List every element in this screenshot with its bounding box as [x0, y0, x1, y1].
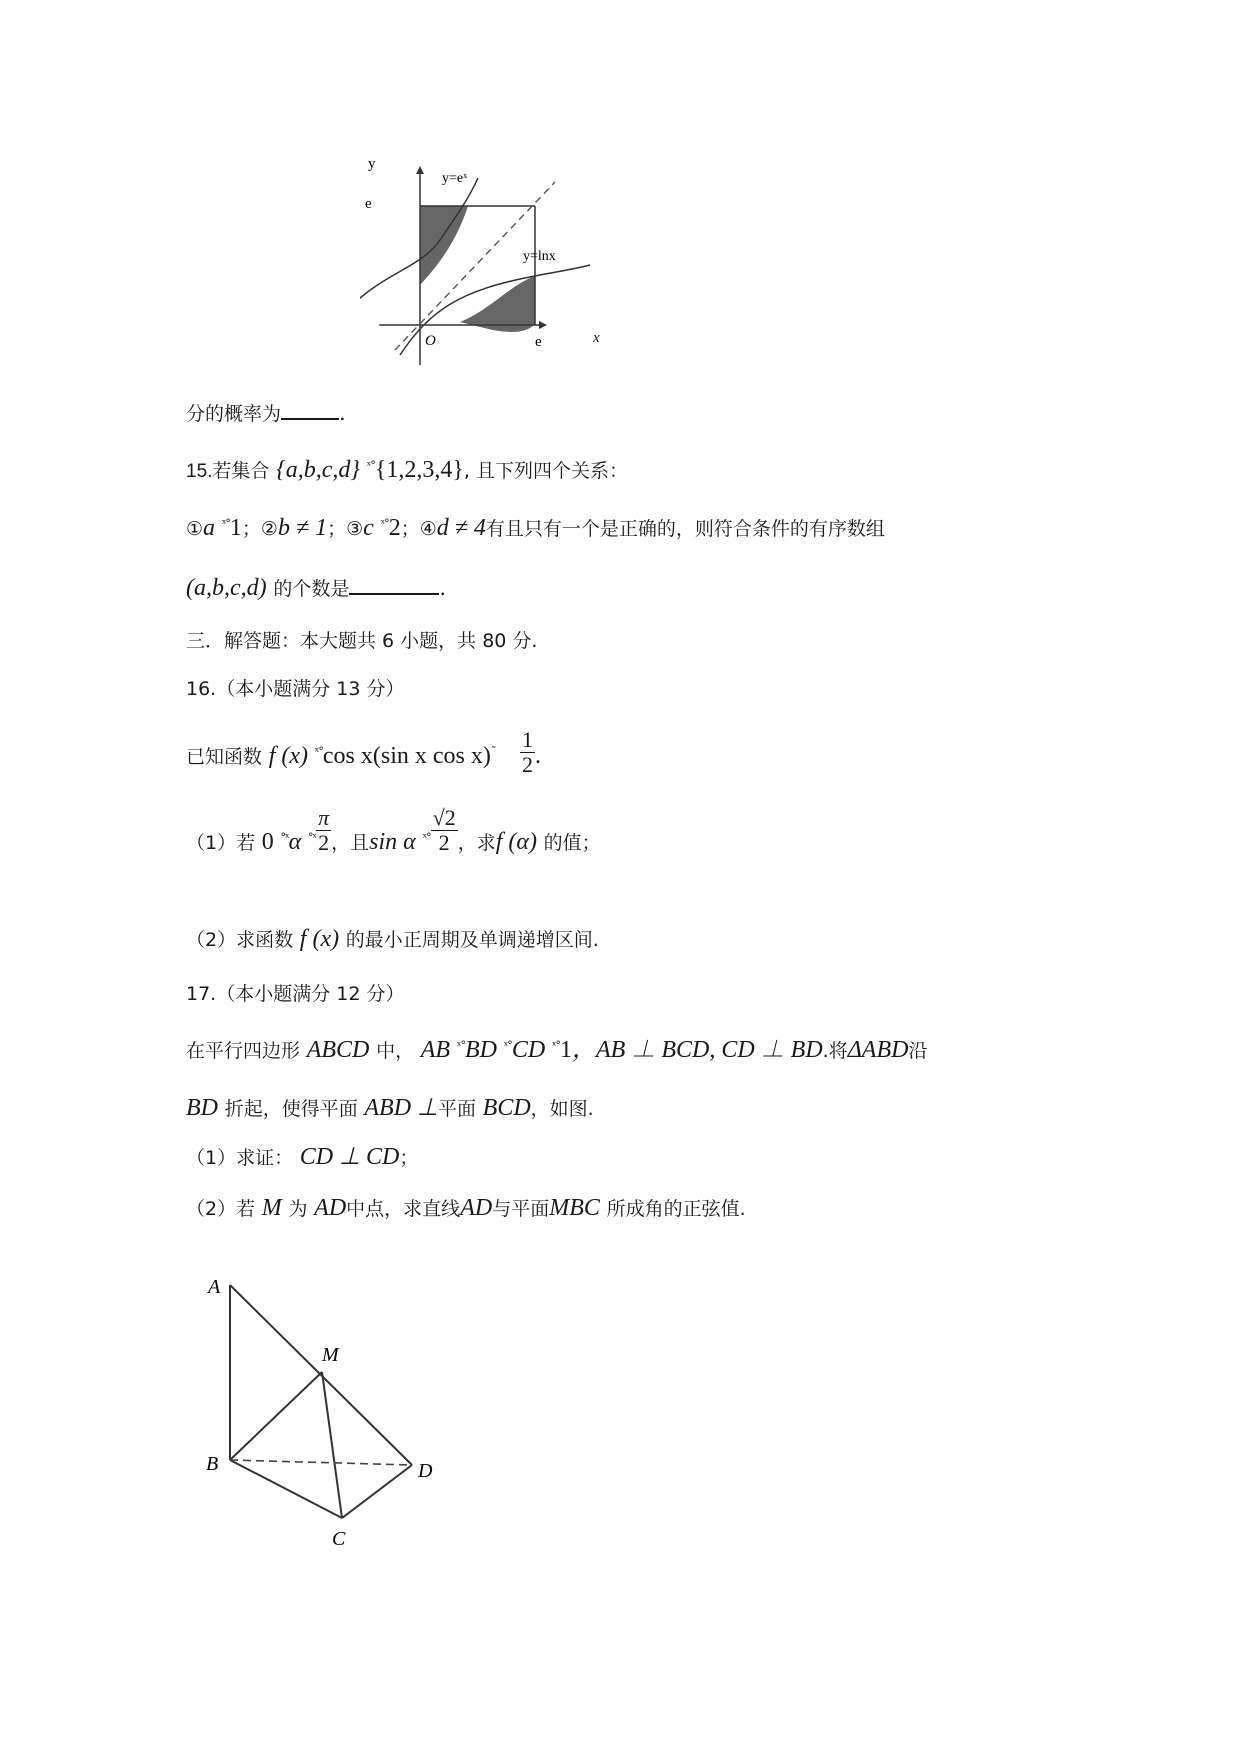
q17-line1: [186, 1038, 927, 1062]
q16-p1-alpha: α: [288, 829, 302, 855]
q17-p2-mid3: 与平面: [492, 1198, 550, 1220]
exp-log-figure: [360, 160, 620, 415]
q17-l1-tail: .将: [822, 1040, 848, 1062]
q17-abcd: ABCD: [306, 1037, 370, 1063]
q15-c1-mark: ①: [186, 518, 204, 540]
q15-symbol: ˣ°: [366, 459, 375, 472]
edge-bc: [230, 1460, 342, 1518]
q16-p2-label: （2）求函数: [186, 929, 294, 951]
q16-p1-fa: f (α): [495, 829, 537, 855]
q15-tuple: (a,b,c,d): [186, 575, 267, 601]
q17-p2-mbc: MBC: [549, 1195, 600, 1221]
origin-label: O: [425, 333, 436, 349]
q14-end: .: [339, 401, 346, 425]
q15-line3-tail: 的个数是: [273, 578, 350, 600]
edge-bd-hidden: [230, 1460, 412, 1465]
q16-p1-pi-frac: [316, 806, 331, 855]
q17-cd: CD: [511, 1037, 546, 1063]
q16-p2-tail: 的最小正周期及单调递增区间.: [345, 929, 599, 951]
q17-ab: AB: [420, 1037, 451, 1063]
q17-p2-mid2: 中点，求直线: [346, 1198, 461, 1220]
q17-symbol3: ˣ°: [551, 1039, 561, 1052]
vertex-b-label: B: [206, 1453, 219, 1475]
q16-p1-and: ，且: [331, 832, 370, 854]
q16-tilde: ˜: [490, 745, 496, 759]
q15-c3-sep: ；④: [400, 518, 437, 540]
q17-l2-bcd: BCD: [482, 1095, 531, 1121]
q15-c1-var: a: [203, 515, 216, 541]
exp-curve-label: y=eˣ: [442, 171, 468, 186]
q17-l1-lead: 在平行四边形: [186, 1040, 301, 1062]
q15-set-abcd: {a,b,c,d}: [276, 457, 360, 483]
q17-one: 1: [560, 1037, 573, 1063]
edge-ad: [230, 1285, 412, 1465]
q15-end: .: [439, 576, 447, 600]
q15-line2-tail: 有且只有一个是正确的，则符合条件的有序数组: [485, 518, 885, 540]
q15-line2: [186, 516, 885, 540]
vertex-m-label: M: [322, 1344, 339, 1366]
q14-text: 分的概率为: [186, 403, 282, 425]
e-y-tick: e: [365, 196, 372, 212]
q16-p1-ask: ，求: [457, 832, 496, 854]
q16-symbol: ˣ°: [314, 745, 323, 759]
q16-p1-sin: sin α: [369, 829, 416, 855]
q16-fraction: [520, 728, 535, 777]
q16-function-line: [186, 727, 542, 778]
q16-p1-pi: π: [318, 804, 330, 830]
q15-answer-blank: [349, 575, 439, 595]
q16-end: .: [535, 743, 542, 770]
q17-l2-bd: BD: [186, 1095, 218, 1121]
q16-part1: [186, 804, 601, 855]
q17-part1: [186, 1145, 418, 1169]
edge-cd: [342, 1465, 412, 1518]
q15-c2-sep: ；③: [327, 518, 364, 540]
q17-symbol2: ˣ°: [503, 1039, 512, 1052]
exp-curve: [360, 178, 478, 305]
q16-lead: 已知函数: [186, 746, 263, 769]
shaded-region-upper: [420, 206, 468, 285]
q16-p1-label: （1）若: [186, 832, 256, 854]
q15-number: 15.: [186, 461, 213, 482]
q16-frac-den: 2: [522, 752, 534, 778]
tetrahedron-figure: [200, 1265, 450, 1565]
q15-c1-val: 1: [229, 515, 242, 541]
q16-p1-tail: 的值；: [543, 832, 601, 854]
q15-lead: 若集合: [212, 460, 270, 482]
q16-p1-zero: 0: [261, 829, 274, 855]
q16-p1-sqrt: √2: [432, 804, 456, 830]
q17-perp-expr: ，AB ⊥ BCD, CD ⊥ BD: [572, 1037, 823, 1063]
q15-c1-sep: ；②: [241, 518, 278, 540]
y-axis-label: y: [368, 160, 376, 172]
q17-bd: BD: [464, 1037, 497, 1063]
q16-p2-fx: f (x): [299, 926, 340, 952]
q16-p1-sqrt-frac: [431, 806, 458, 855]
q15-line3: [186, 575, 446, 600]
q15-c3-symbol: ˣ°: [380, 517, 389, 530]
q17-p2-mid: 为: [288, 1198, 308, 1220]
q16-frac-num: 1: [522, 727, 534, 752]
section3-heading: 三．解答题：本大题共 6 小题，共 80 分.: [186, 630, 538, 652]
q17-line2: [186, 1096, 594, 1120]
q17-p2-ad: AD: [314, 1195, 347, 1221]
q16-p1-symbol2: °ˣ: [307, 831, 317, 844]
q15-after-sets: , 且下列四个关系：: [463, 460, 628, 482]
q17-l2-tail: ，如图.: [530, 1098, 594, 1120]
q16-p1-pi-den: 2: [318, 830, 330, 855]
q17-triangle: ΔABD: [847, 1037, 909, 1063]
edge-bm: [230, 1372, 322, 1460]
q17-p1-tail: ；: [399, 1147, 419, 1169]
q17-l1-end: 沿: [908, 1040, 928, 1062]
q17-part2: [186, 1196, 746, 1220]
vertex-a-label: A: [208, 1276, 221, 1298]
q17-l1-mid: 中，: [376, 1040, 415, 1062]
vertex-d-label: D: [418, 1460, 433, 1482]
q17-p1-label: （1）求证：: [186, 1147, 294, 1169]
q17-l2-mid2: 平面: [437, 1098, 476, 1120]
x-axis-name: x: [593, 330, 600, 346]
q15-c4-expr: d ≠ 4: [436, 515, 486, 541]
q17-l2-mid: 折起，使得平面: [224, 1098, 358, 1120]
vertex-c-label: C: [332, 1528, 346, 1550]
q14-tail-line: [186, 400, 346, 424]
q15-set-1234: {1,2,3,4}: [374, 457, 464, 483]
q14-answer-blank: [281, 400, 339, 420]
q17-header: 17.（本小题满分 12 分）: [186, 983, 405, 1005]
q15-line1: [186, 458, 628, 482]
q17-p1-expr: CD ⊥ CD: [299, 1144, 400, 1170]
q15-c2-expr: b ≠ 1: [277, 515, 328, 541]
q17-p2-label: （2）若: [186, 1198, 256, 1220]
q16-p1-sqrt-den: 2: [438, 830, 450, 855]
q16-part2: [186, 927, 599, 951]
q17-p2-ad2: AD: [460, 1195, 493, 1221]
q17-symbol1: ˣ°: [456, 1039, 465, 1052]
q16-p1-symbol1: °ˣ: [280, 831, 289, 844]
q16-p1-symbol3: ˣ°: [422, 831, 431, 844]
q16-body: cos x(sin x cos x): [322, 743, 491, 770]
e-x-tick: e: [535, 334, 542, 350]
q15-c3-val: 2: [388, 515, 401, 541]
q15-c3-var: c: [363, 515, 374, 541]
q17-p2-m: M: [261, 1195, 282, 1221]
q16-fx: f (x): [268, 743, 309, 770]
q17-l2-abd: ABD ⊥: [364, 1095, 438, 1121]
q16-header: 16.（本小题满分 13 分）: [186, 678, 405, 700]
log-curve-label: y=lnx: [523, 249, 556, 264]
q15-c1-symbol: ˣ°: [221, 517, 230, 530]
q17-p2-tail: 所成角的正弦值.: [606, 1198, 746, 1220]
